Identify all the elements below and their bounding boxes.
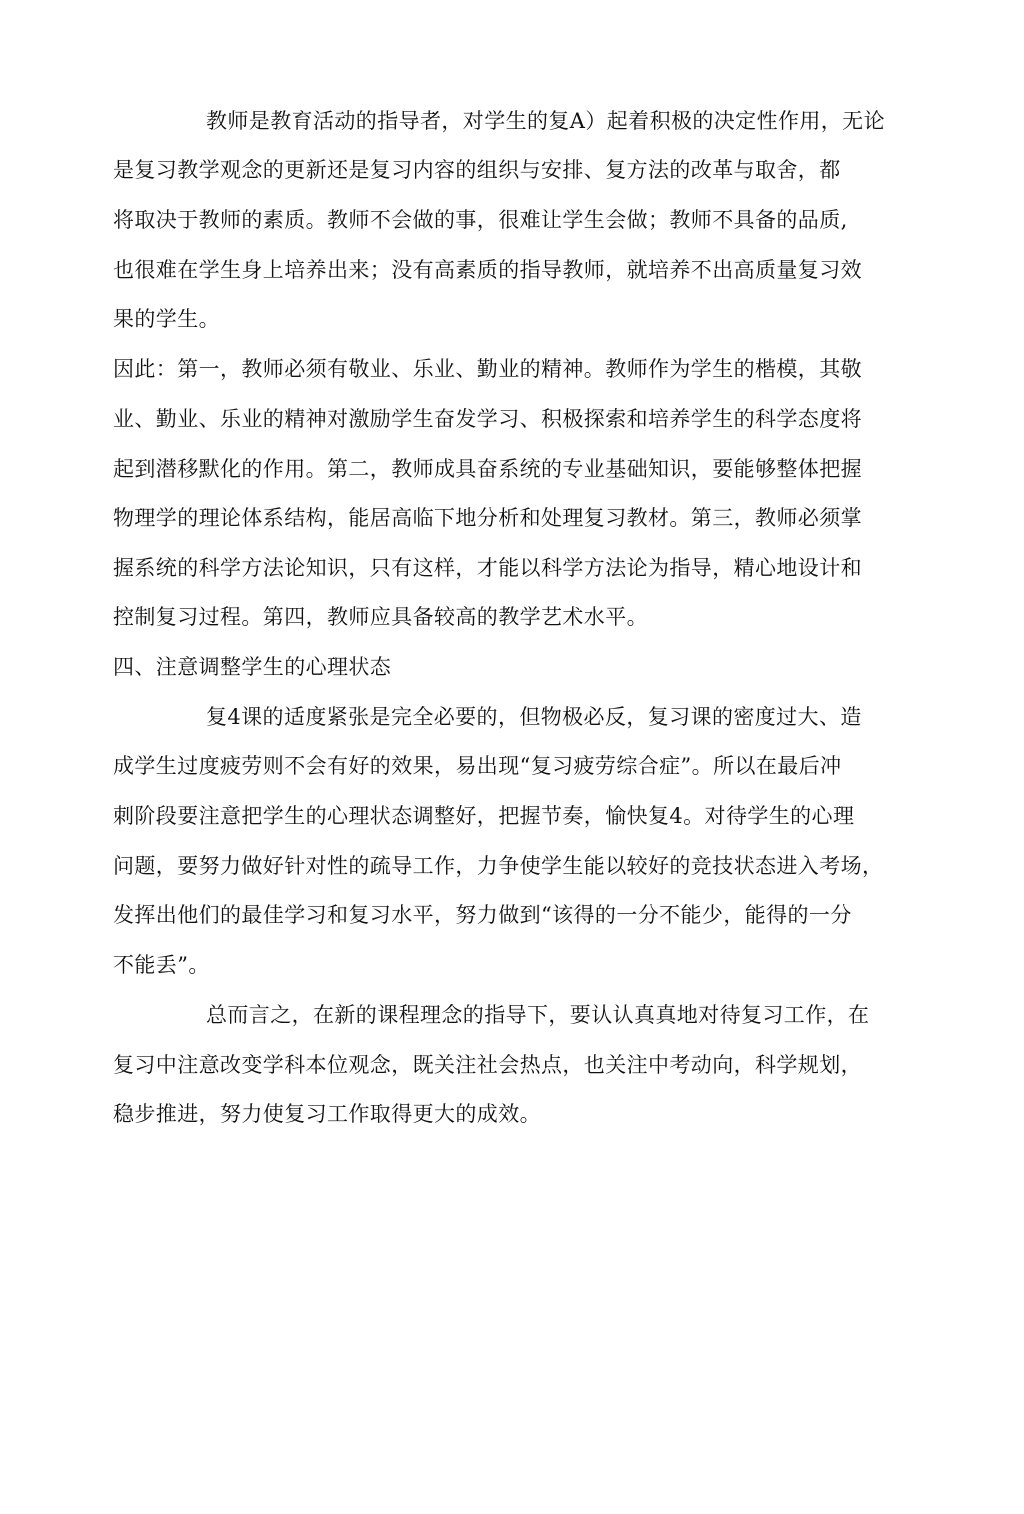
paragraph-1-line-5: 果的学生。: [113, 307, 220, 331]
paragraph-3-line-6: 不能丢”。: [113, 953, 210, 977]
paragraph-2-line-3: 起到潜移默化的作用。第二，教师成具奋系统的专业基础知识，要能够整体把握: [113, 457, 862, 481]
section-heading: 四、注意调整学生的心理状态: [113, 655, 392, 679]
paragraph-1-line-1: 教师是教育活动的指导者，对学生的复A）起着积极的决定性作用，无论: [206, 109, 885, 133]
paragraph-3-line-1: 复4课的适度紧张是完全必要的，但物极必反，复习课的密度过大、造: [206, 705, 862, 729]
paragraph-2-line-5: 握系统的科学方法论知识，只有这样，才能以科学方法论为指导，精心地设计和: [113, 556, 862, 580]
paragraph-2-line-6: 控制复习过程。第四，教师应具备较高的教学艺术水平。: [113, 605, 648, 629]
paragraph-2-line-1: 因此：第一，教师必须有敬业、乐业、勤业的精神。教师作为学生的楷模，其敬: [113, 357, 862, 381]
paragraph-4-line-1: 总而言之，在新的课程理念的指导下，要认认真真地对待复习工作，在: [206, 1003, 870, 1027]
paragraph-1-line-4: 也很难在学生身上培养出来；没有高素质的指导教师，就培养不出高质量复习效: [113, 258, 862, 282]
paragraph-4-line-3: 稳步推进，努力使复习工作取得更大的成效。: [113, 1102, 541, 1126]
paragraph-2-line-4: 物理学的理论体系结构，能居高临下地分析和处理复习教材。第三，教师必须掌: [113, 506, 862, 530]
paragraph-2-line-2: 业、勤业、乐业的精神对激励学生奋发学习、积极探索和培养学生的科学态度将: [113, 407, 862, 431]
paragraph-3-line-5: 发挥出他们的最佳学习和复习水平，努力做到“该得的一分不能少，能得的一分: [113, 903, 852, 927]
paragraph-4-line-2: 复习中注意改变学科本位观念，既关注社会热点，也关注中考动向，科学规划，: [113, 1053, 862, 1077]
paragraph-3-line-3: 刺阶段要注意把学生的心理状态调整好，把握节奏，愉快复4。对待学生的心理: [113, 804, 855, 828]
paragraph-1-line-3: 将取决于教师的素质。教师不会做的事，很难让学生会做；教师不具备的品质,: [113, 208, 848, 232]
paragraph-3-line-4: 问题，要努力做好针对性的疏导工作，力争使学生能以较好的竞技状态进入考场，: [113, 854, 884, 878]
paragraph-1-line-2: 是复习教学观念的更新还是复习内容的组织与安排、复方法的改革与取舍，都: [113, 158, 841, 182]
paragraph-3-line-2: 成学生过度疲劳则不会有好的效果，易出现“复习疲劳综合症”。所以在最后冲: [113, 754, 842, 778]
